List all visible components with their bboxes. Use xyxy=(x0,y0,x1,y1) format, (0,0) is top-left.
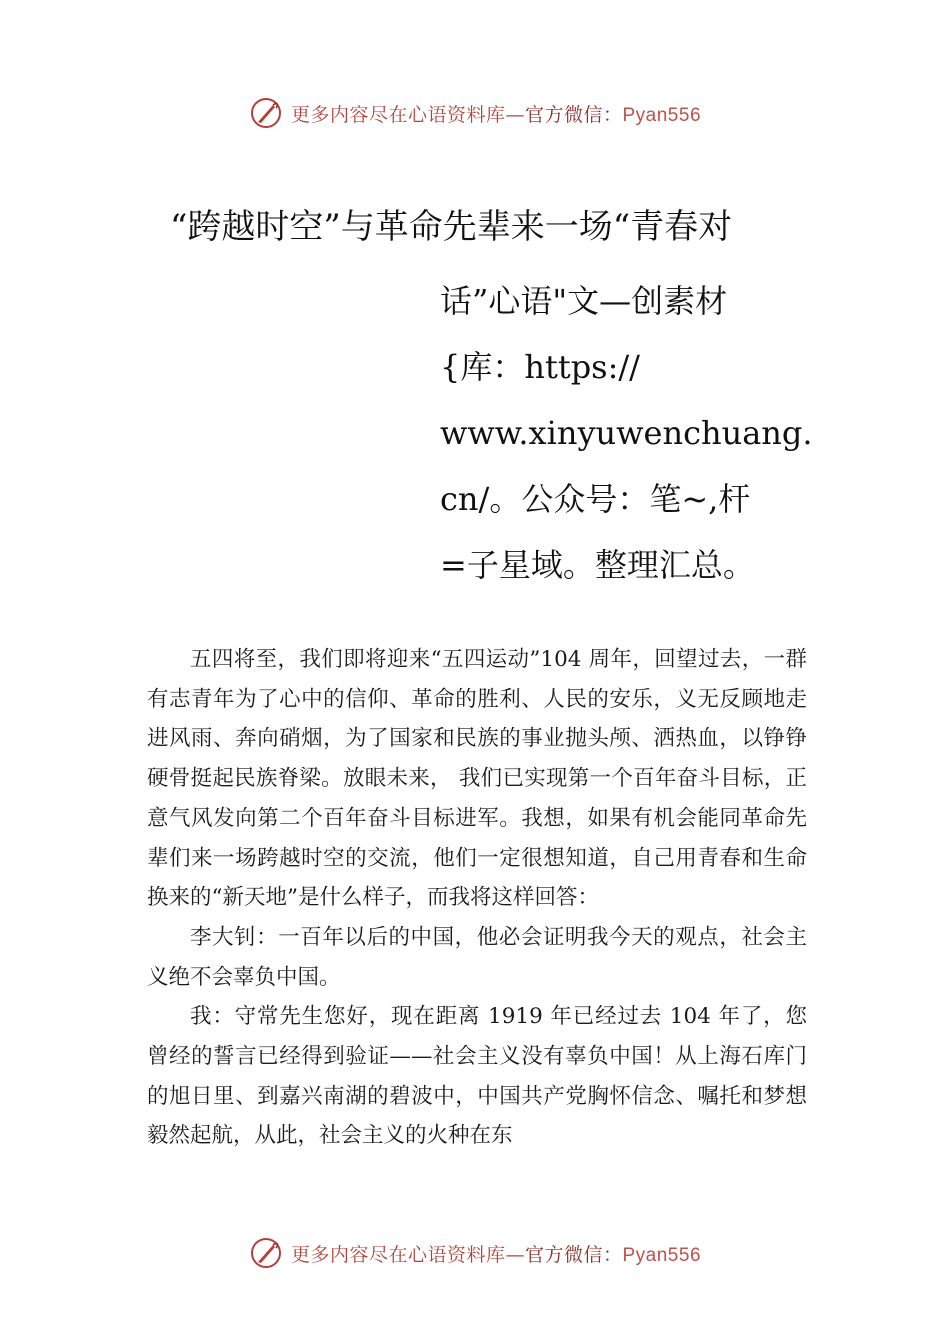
header-banner xyxy=(0,96,950,130)
body-paragraph: 李大钊：一百年以后的中国，他必会证明我今天的观点，社会主义绝不会辜负中国。 xyxy=(147,924,807,990)
title-line: cn/。公众号：笔~,杆 xyxy=(440,480,751,518)
body-paragraph: 五四将至，我们即将迎来“五四运动”104 周年，回望过去，一群有志青年为了心中的信仰、革命的胜利、人民的安乐，义无反顾地走进风雨、奔向硝烟，为了国家和民族的事业抛头颅、洒热血，以铮铮硬骨挺起民族脊梁。放眼未来， 我们已实现第一个百年奋斗目标，正意气风发向第二个百年奋斗目标进军。我想，如果有机会能同革命先辈们来一场跨越时空的交流，他们一定很想知道，自己用青春和生命换来的“新天地”是什么样子，而我将这样回答： xyxy=(147,647,807,911)
header-banner-text: 更多内容尽在心语资料库—官方微信：Pyan556 xyxy=(290,103,702,126)
quill-pen-logo-icon xyxy=(249,1236,283,1270)
wechat-account: Pyan556 xyxy=(622,1244,702,1266)
wechat-account: Pyan556 xyxy=(622,104,702,126)
title-line: {库：https:// xyxy=(440,348,640,386)
title-line: www.xinyuwenchuang. xyxy=(440,414,813,452)
document-title-line-1: “跨越时空”与革命先辈来一场“青春对 xyxy=(170,207,733,247)
body-paragraph: 我：守常先生您好，现在距离 1919 年已经过去 104 年了，您曾经的誓言已经得到验证——社会主义没有辜负中国！从上海石库门的旭日里、到嘉兴南湖的碧波中，中国共产党胸怀信念、嘱托和梦想毅然起航，从此，社会主义的火种在东 xyxy=(147,1004,807,1149)
footer-banner xyxy=(0,1236,950,1270)
title-line: 话”心语"文—创素材 xyxy=(440,282,728,320)
footer-banner-text: 更多内容尽在心语资料库—官方微信：Pyan556 xyxy=(290,1243,702,1266)
document-body xyxy=(147,640,807,1156)
title-line: =子星域。整理汇总。 xyxy=(440,546,755,584)
document-title-continuation xyxy=(440,268,813,598)
quill-pen-logo-icon xyxy=(249,96,283,130)
